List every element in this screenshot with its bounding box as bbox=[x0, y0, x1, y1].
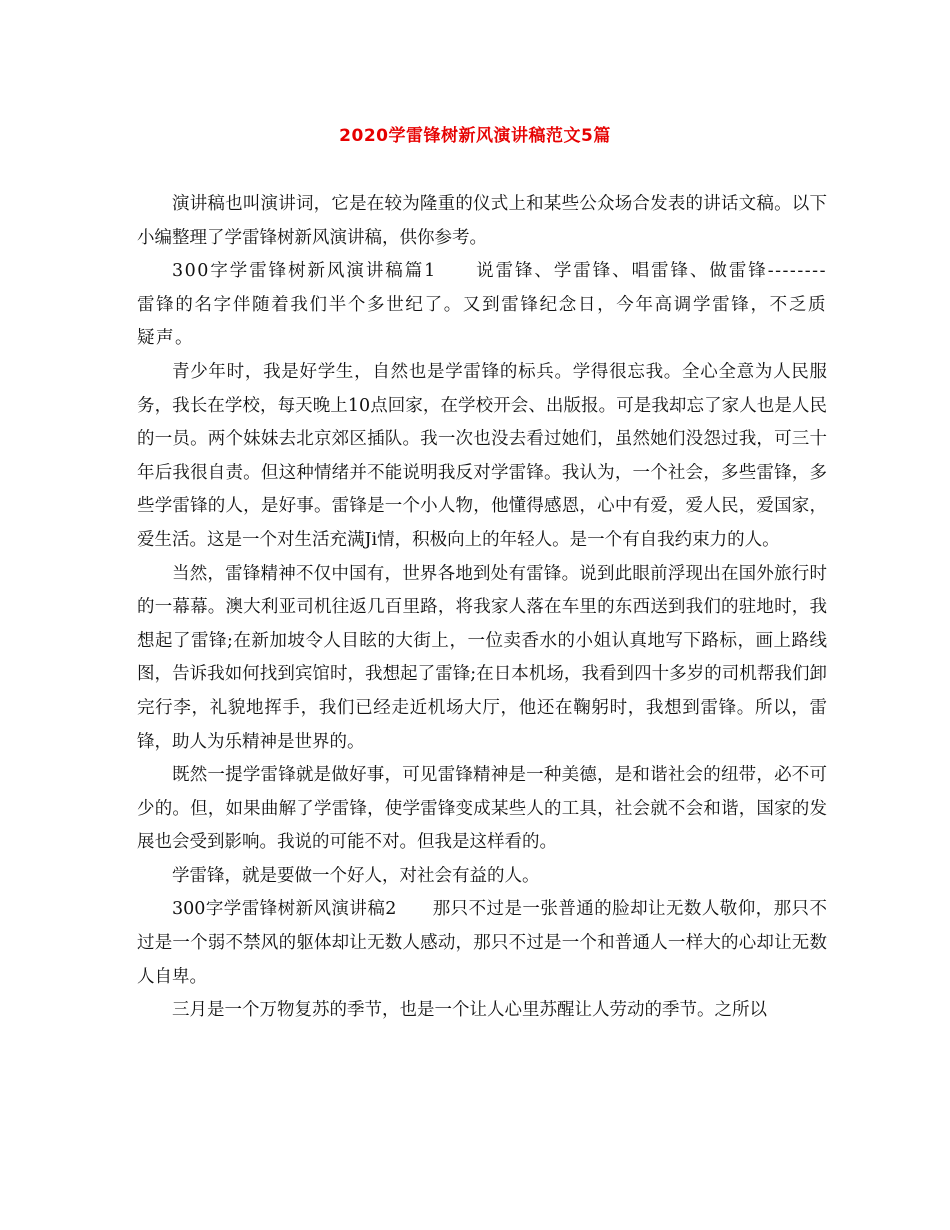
document-body bbox=[137, 188, 827, 1028]
paragraph-speech-1-heading: 300字学雷锋树新风演讲稿篇1 说雷锋、学雷锋、唱雷锋、做雷锋--------雷锋的名字伴随着我们半个多世纪了。又到雷锋纪念日，今年高调学雷锋，不乏质疑声。 bbox=[137, 261, 827, 349]
paragraph-intro: 演讲稿也叫演讲词，它是在较为隆重的仪式上和某些公众场合发表的讲话文稿。以下小编整理了学雷锋树新风演讲稿，供你参考。 bbox=[137, 194, 827, 248]
document-title: 2020学雷锋树新风演讲稿范文5篇 bbox=[339, 126, 611, 146]
paragraph-march: 三月是一个万物复苏的季节，也是一个让人心里苏醒让人劳动的季节。之所以 bbox=[172, 1000, 767, 1021]
paragraph-virtue: 既然一提学雷锋就是做好事，可见雷锋精神是一种美德，是和谐社会的纽带，必不可少的。但，如果曲解了学雷锋，使学雷锋变成某些人的工具，社会就不会和谐，国家的发展也会受到影响。我说的可能不对。但我是这样看的。 bbox=[137, 765, 827, 853]
paragraph-youth: 青少年时，我是好学生，自然也是学雷锋的标兵。学得很忘我。全心全意为人民服务，我长在学校，每天晚上10点回家，在学校开会、出版报。可是我却忘了家人也是人民的一员。两个妹妹去北京郊区插队。我一次也没去看过她们，虽然她们没怨过我，可三十年后我很自责。但这种情绪并不能说明我反对学雷锋。我认为，一个社会，多些雷锋，多些学雷锋的人，是好事。雷锋是一个小人物，他懂得感恩，心中有爱，爱人民，爱国家，爱生活。这是一个对生活充满Ji情，积极向上的年轻人。是一个有自我约束力的人。 bbox=[137, 361, 827, 550]
paragraph-worldwide: 当然，雷锋精神不仅中国有，世界各地到处有雷锋。说到此眼前浮现出在国外旅行时的一幕幕。澳大利亚司机往返几百里路，将我家人落在车里的东西送到我们的驻地时，我想起了雷锋;在新加坡令人目眩的大街上，一位卖香水的小姐认真地写下路标，画上路线图，告诉我如何找到宾馆时，我想起了雷锋;在日本机场，我看到四十多岁的司机帮我们卸完行李，礼貌地挥手，我们已经走近机场大厅，他还在鞠躬时，我想到雷锋。所以，雷锋，助人为乐精神是世界的。 bbox=[137, 563, 827, 752]
paragraph-speech-2-heading: 300字学雷锋树新风演讲稿2 那只不过是一张普通的脸却让无数人敬仰，那只不过是一个弱不禁风的躯体却让无数人感动，那只不过是一个和普通人一样大的心却让无数人自卑。 bbox=[137, 899, 827, 987]
paragraph-conclusion: 学雷锋，就是要做一个好人，对社会有益的人。 bbox=[172, 865, 540, 886]
